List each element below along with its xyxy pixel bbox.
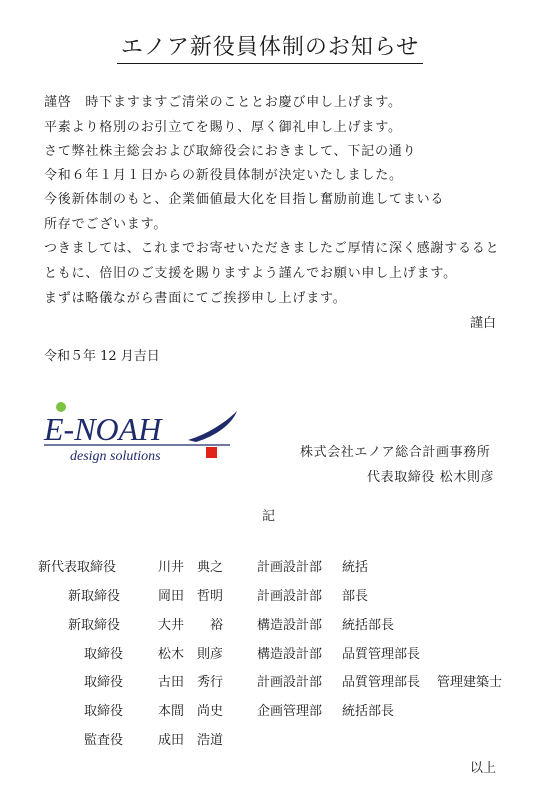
officer-name: 大井 裕 xyxy=(158,618,224,633)
closing-ijo: 以上 xyxy=(470,761,497,776)
officer-dept: 構造設計部 xyxy=(257,618,323,633)
officer-name: 古田 秀行 xyxy=(158,675,224,690)
company-name: 株式会社エノア総合計画事務所 xyxy=(300,445,491,460)
officer-role: 取締役 xyxy=(84,675,124,690)
issue-date: 令和５年 12 月吉日 xyxy=(44,349,160,364)
logo-brand-text: E-NOAH xyxy=(44,411,162,447)
officer-role: 新取締役 xyxy=(68,618,121,633)
officer-dept: 企画管理部 xyxy=(257,704,323,719)
logo-red-square xyxy=(206,447,217,458)
officer-role: 監査役 xyxy=(84,733,124,748)
officer-dept: 計画設計部 xyxy=(257,675,323,690)
officer-row xyxy=(0,556,540,576)
body-line: つきましては、これまでお寄せいただきましたご厚情に深く感謝するると xyxy=(44,241,500,256)
officer-name: 成田 浩道 xyxy=(158,733,224,748)
e-noah-logo-graphic xyxy=(40,398,250,466)
body-line: さて弊社株主総会および取締役会におきまして、下記の通り xyxy=(44,144,417,159)
officer-name: 岡田 哲明 xyxy=(158,589,224,604)
body-line: 令和６年１月１日からの新役員体制が決定いたしました。 xyxy=(44,168,403,183)
officer-dept: 計画設計部 xyxy=(257,589,323,604)
officer-row xyxy=(0,700,540,720)
officer-position: 部長 xyxy=(342,589,369,604)
officer-dept: 構造設計部 xyxy=(257,647,323,662)
officer-role: 新取締役 xyxy=(68,589,121,604)
body-line: 今後新体制のもと、企業価値最大化を目指し奮励前進してまいる xyxy=(44,192,445,207)
officer-row xyxy=(0,614,540,634)
document-title xyxy=(0,30,540,64)
body-line: 謹啓 時下ますますご清栄のこととお慶び申し上げます。 xyxy=(44,95,402,110)
officer-position: 統括部長 xyxy=(342,618,395,633)
officer-row xyxy=(0,671,540,691)
company-logo xyxy=(40,398,250,466)
officer-position: 品質管理部長 xyxy=(342,675,421,690)
officer-name: 松木 則彦 xyxy=(158,647,224,662)
officer-position: 統括 xyxy=(342,560,369,575)
closing-kinhaku: 謹白 xyxy=(470,316,497,331)
officer-row xyxy=(0,585,540,605)
officer-row xyxy=(0,643,540,663)
document-title-text: エノア新役員体制のお知らせ xyxy=(117,30,423,64)
officer-role: 取締役 xyxy=(84,647,124,662)
officer-name: 川井 典之 xyxy=(158,560,224,575)
officer-dept: 計画設計部 xyxy=(257,560,323,575)
body-line: 平素より格別のお引立てを賜り、厚く御礼申し上げます。 xyxy=(44,120,402,135)
body-line: まずは略儀ながら書面にてご挨拶申し上げます。 xyxy=(44,291,347,306)
body-line: 所存でございます。 xyxy=(44,217,168,232)
representative: 代表取締役 松木則彦 xyxy=(367,470,495,485)
officer-row xyxy=(0,729,540,749)
officer-role: 取締役 xyxy=(84,704,124,719)
officer-extra: 管理建築士 xyxy=(437,675,503,690)
officer-position: 品質管理部長 xyxy=(342,647,421,662)
officer-position: 統括部長 xyxy=(342,704,395,719)
logo-swoosh xyxy=(188,411,237,442)
ki-heading: 記 xyxy=(262,509,276,524)
officer-name: 本間 尚史 xyxy=(158,704,224,719)
officer-role: 新代表取締役 xyxy=(38,560,117,575)
body-line: ともに、倍旧のご支援を賜りますよう謹んでお願い申し上げます。 xyxy=(44,266,457,281)
logo-tagline: design solutions xyxy=(70,449,161,464)
